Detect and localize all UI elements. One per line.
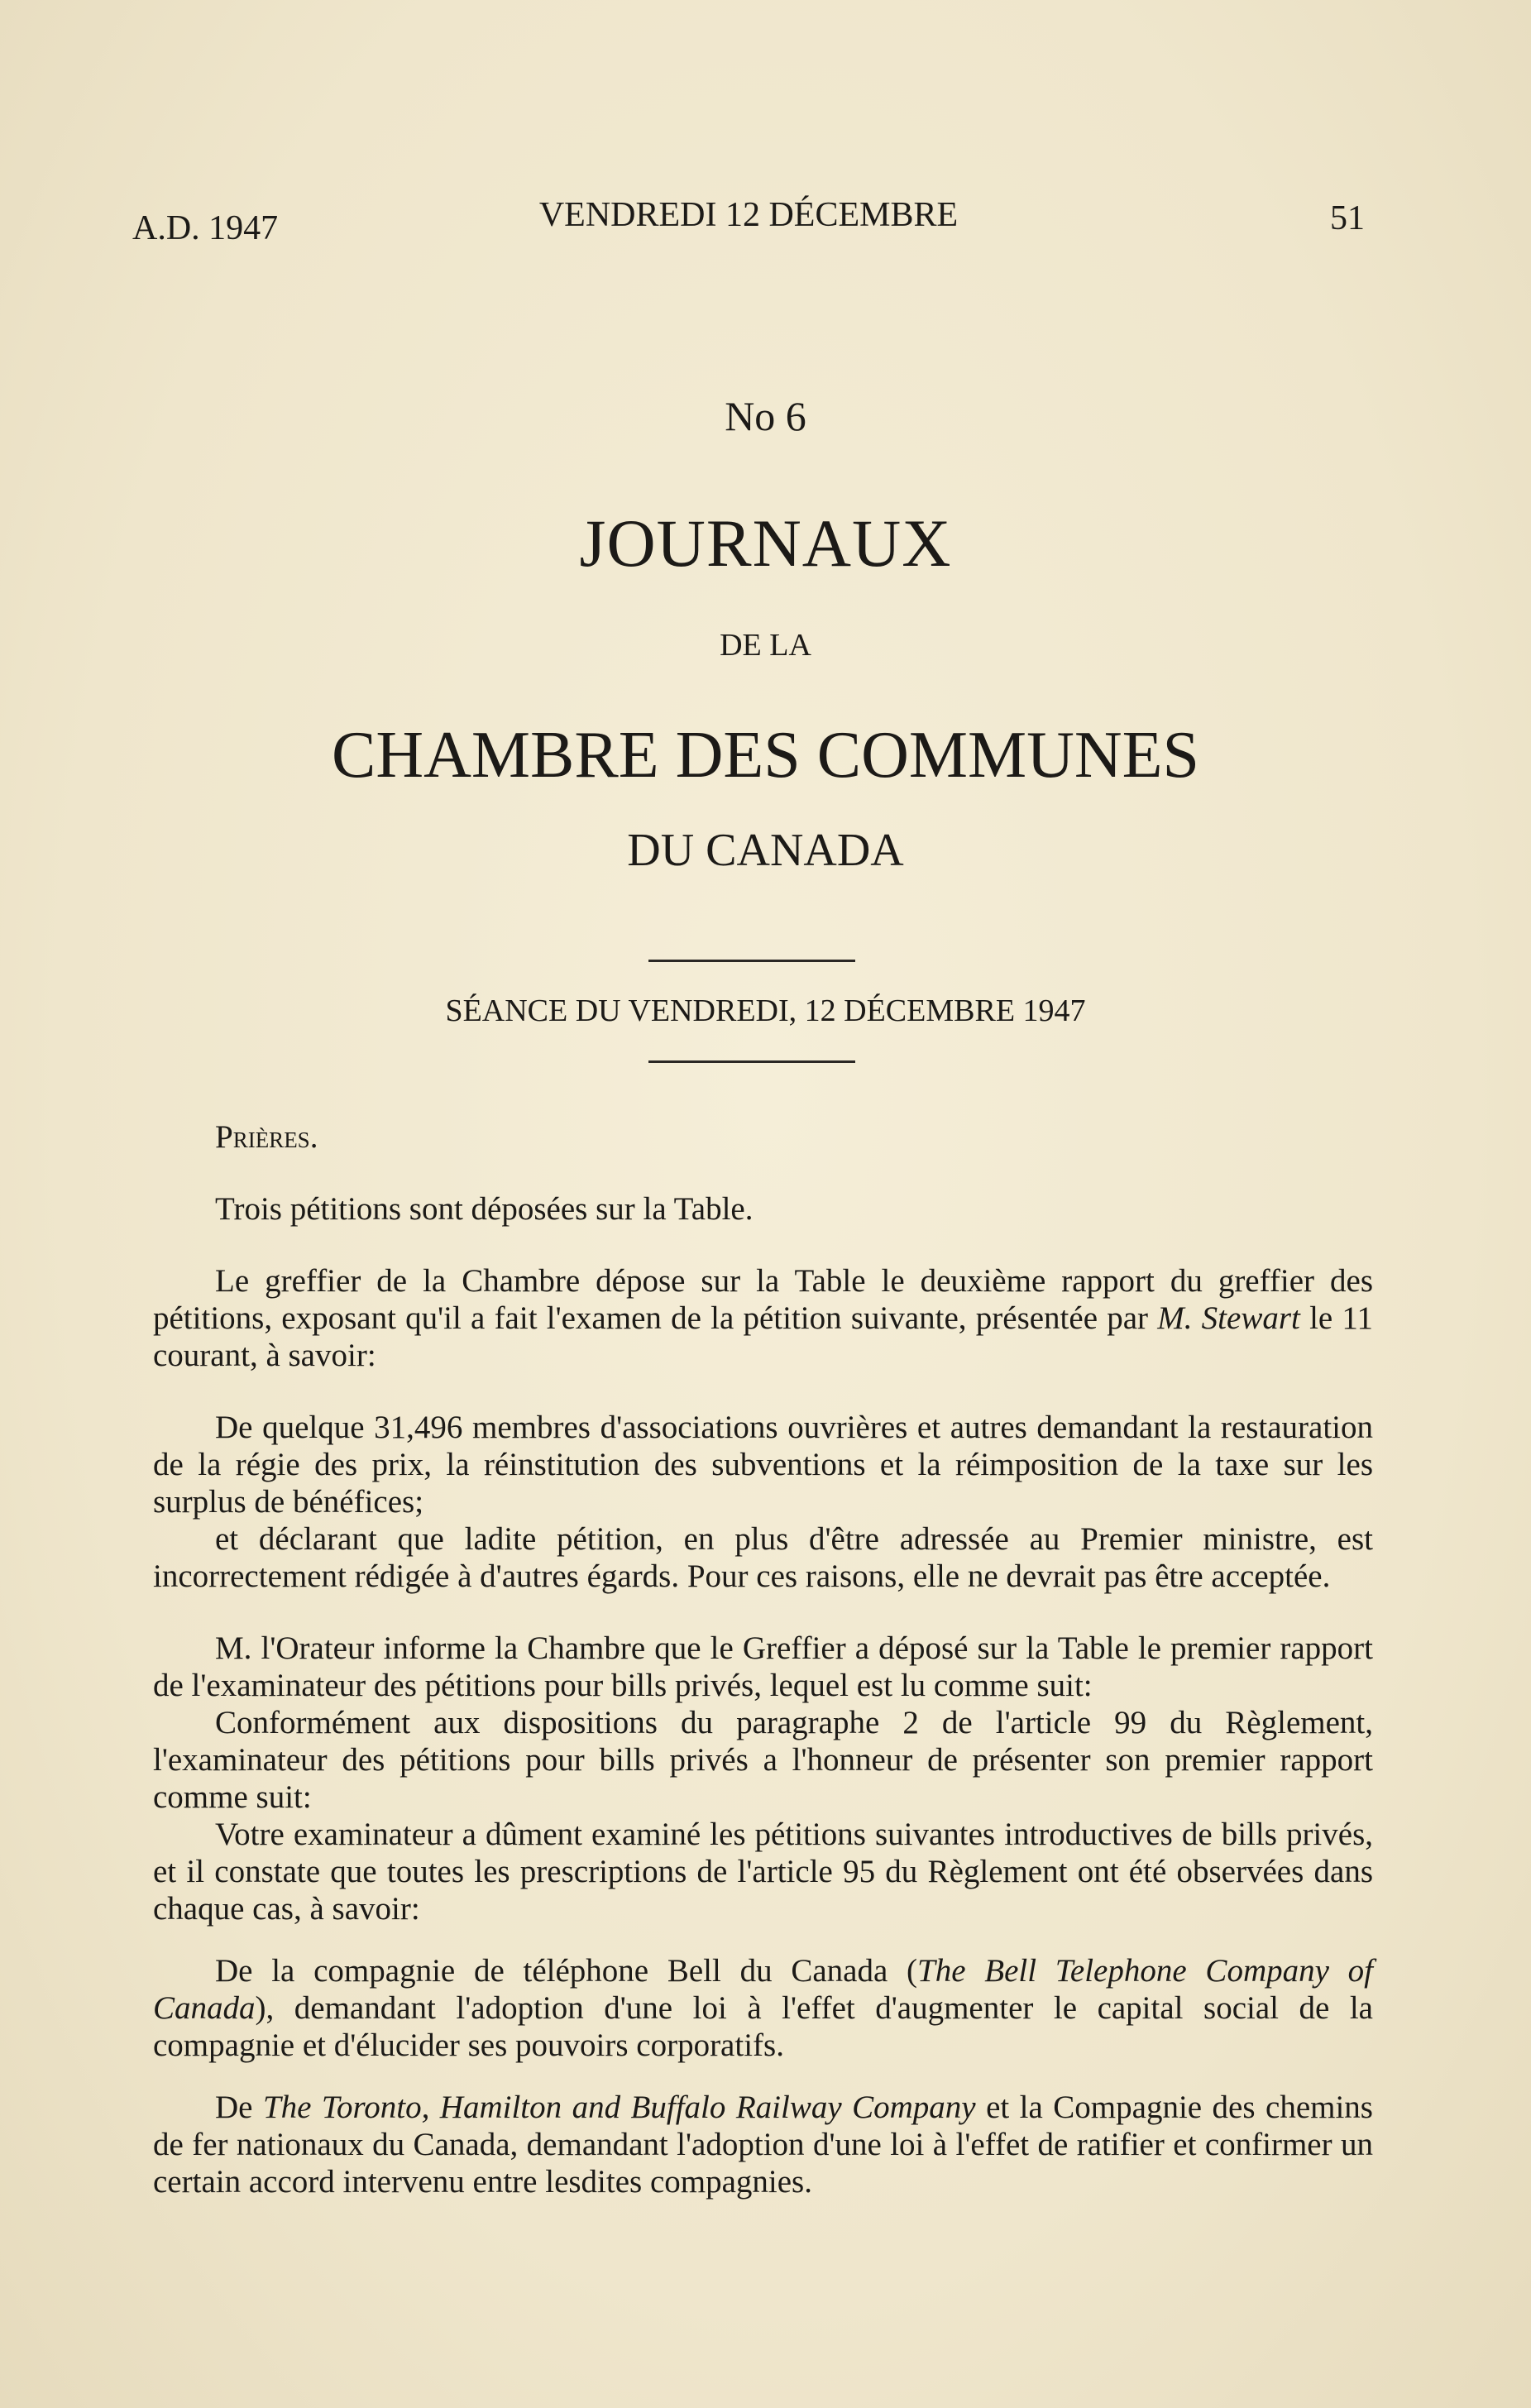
company-name: The Bell Telephone Company of Canada	[153, 1953, 1373, 2026]
sitting-title: SÉANCE DU VENDREDI, 12 DÉCEMBRE 1947	[445, 993, 1086, 1028]
title-de-la: DE LA	[720, 628, 811, 663]
paragraph: et déclarant que ladite pétition, en plus d'être adressée au Premier ministre, est incorrectement rédigée à d'autres égards. Pour ces raisons, elle ne devrait pas être acceptée.	[153, 1521, 1373, 1594]
divider-bottom	[648, 1060, 855, 1063]
header-date: VENDREDI 12 DÉCEMBRE	[538, 196, 959, 234]
member-name: M. Stewart	[1157, 1300, 1300, 1336]
paragraph: Votre examinateur a dûment examiné les pétitions suivantes introductives de bills privés, et il constate que toutes les prescriptions de l'article 95 du Règlement ont été observées dans chaque cas, à savoir:	[153, 1817, 1373, 1927]
issue-number: No 6	[725, 393, 806, 439]
paragraph: Conformément aux dispositions du paragraphe 2 de l'article 99 du Règlement, l'examinateur des pétitions pour bills privés a l'honneur de présenter son premier rapport comme suit:	[153, 1705, 1373, 1815]
prayers-line: Prières.	[215, 1119, 318, 1155]
page-number: 51	[1330, 199, 1365, 237]
journal-body	[153, 1118, 1373, 2200]
running-header	[132, 192, 1365, 247]
title-chambre: CHAMBRE DES COMMUNES	[331, 719, 1200, 792]
paragraph: M. l'Orateur informe la Chambre que le Greffier a déposé sur la Table le premier rapport de l'examinateur des pétitions pour bills privés, lequel est lu comme suit:	[153, 1630, 1373, 1703]
title-canada: DU CANADA	[627, 825, 904, 876]
header-year: A.D. 1947	[132, 209, 279, 247]
divider-top	[648, 960, 855, 962]
paragraph: Trois pétitions sont déposées sur la Table.	[215, 1191, 754, 1227]
paragraph: De The Toronto, Hamilton and Buffalo Railway Company et la Compagnie des chemins de fer nationaux du Canada, demandant l'adoption d'une loi à l'effet de ratifier et confirmer un certain accord intervenu entre lesdites compagnies.	[153, 2090, 1373, 2200]
company-name: The Toronto, Hamilton and Buffalo Railway Company	[262, 2090, 976, 2125]
paragraph: De quelque 31,496 membres d'associations ouvrières et autres demandant la restauration de la régie des prix, la réinstitution des subventions et la réimposition de la taxe sur les surplus de bénéfices;	[153, 1410, 1373, 1520]
paragraph: Le greffier de la Chambre dépose sur la Table le deuxième rapport du greffier des pétitions, exposant qu'il a fait l'examen de la pétition suivante, présentée par M. Stewart le 11 courant, à savoir:	[153, 1263, 1373, 1373]
journal-title: JOURNAUX	[579, 505, 952, 581]
paragraph: De la compagnie de téléphone Bell du Canada (The Bell Telephone Company of Canada), demandant l'adoption d'une loi à l'effet d'augmenter le capital social de la compagnie et d'élucider ses pouvoirs corporatifs.	[153, 1953, 1373, 2063]
